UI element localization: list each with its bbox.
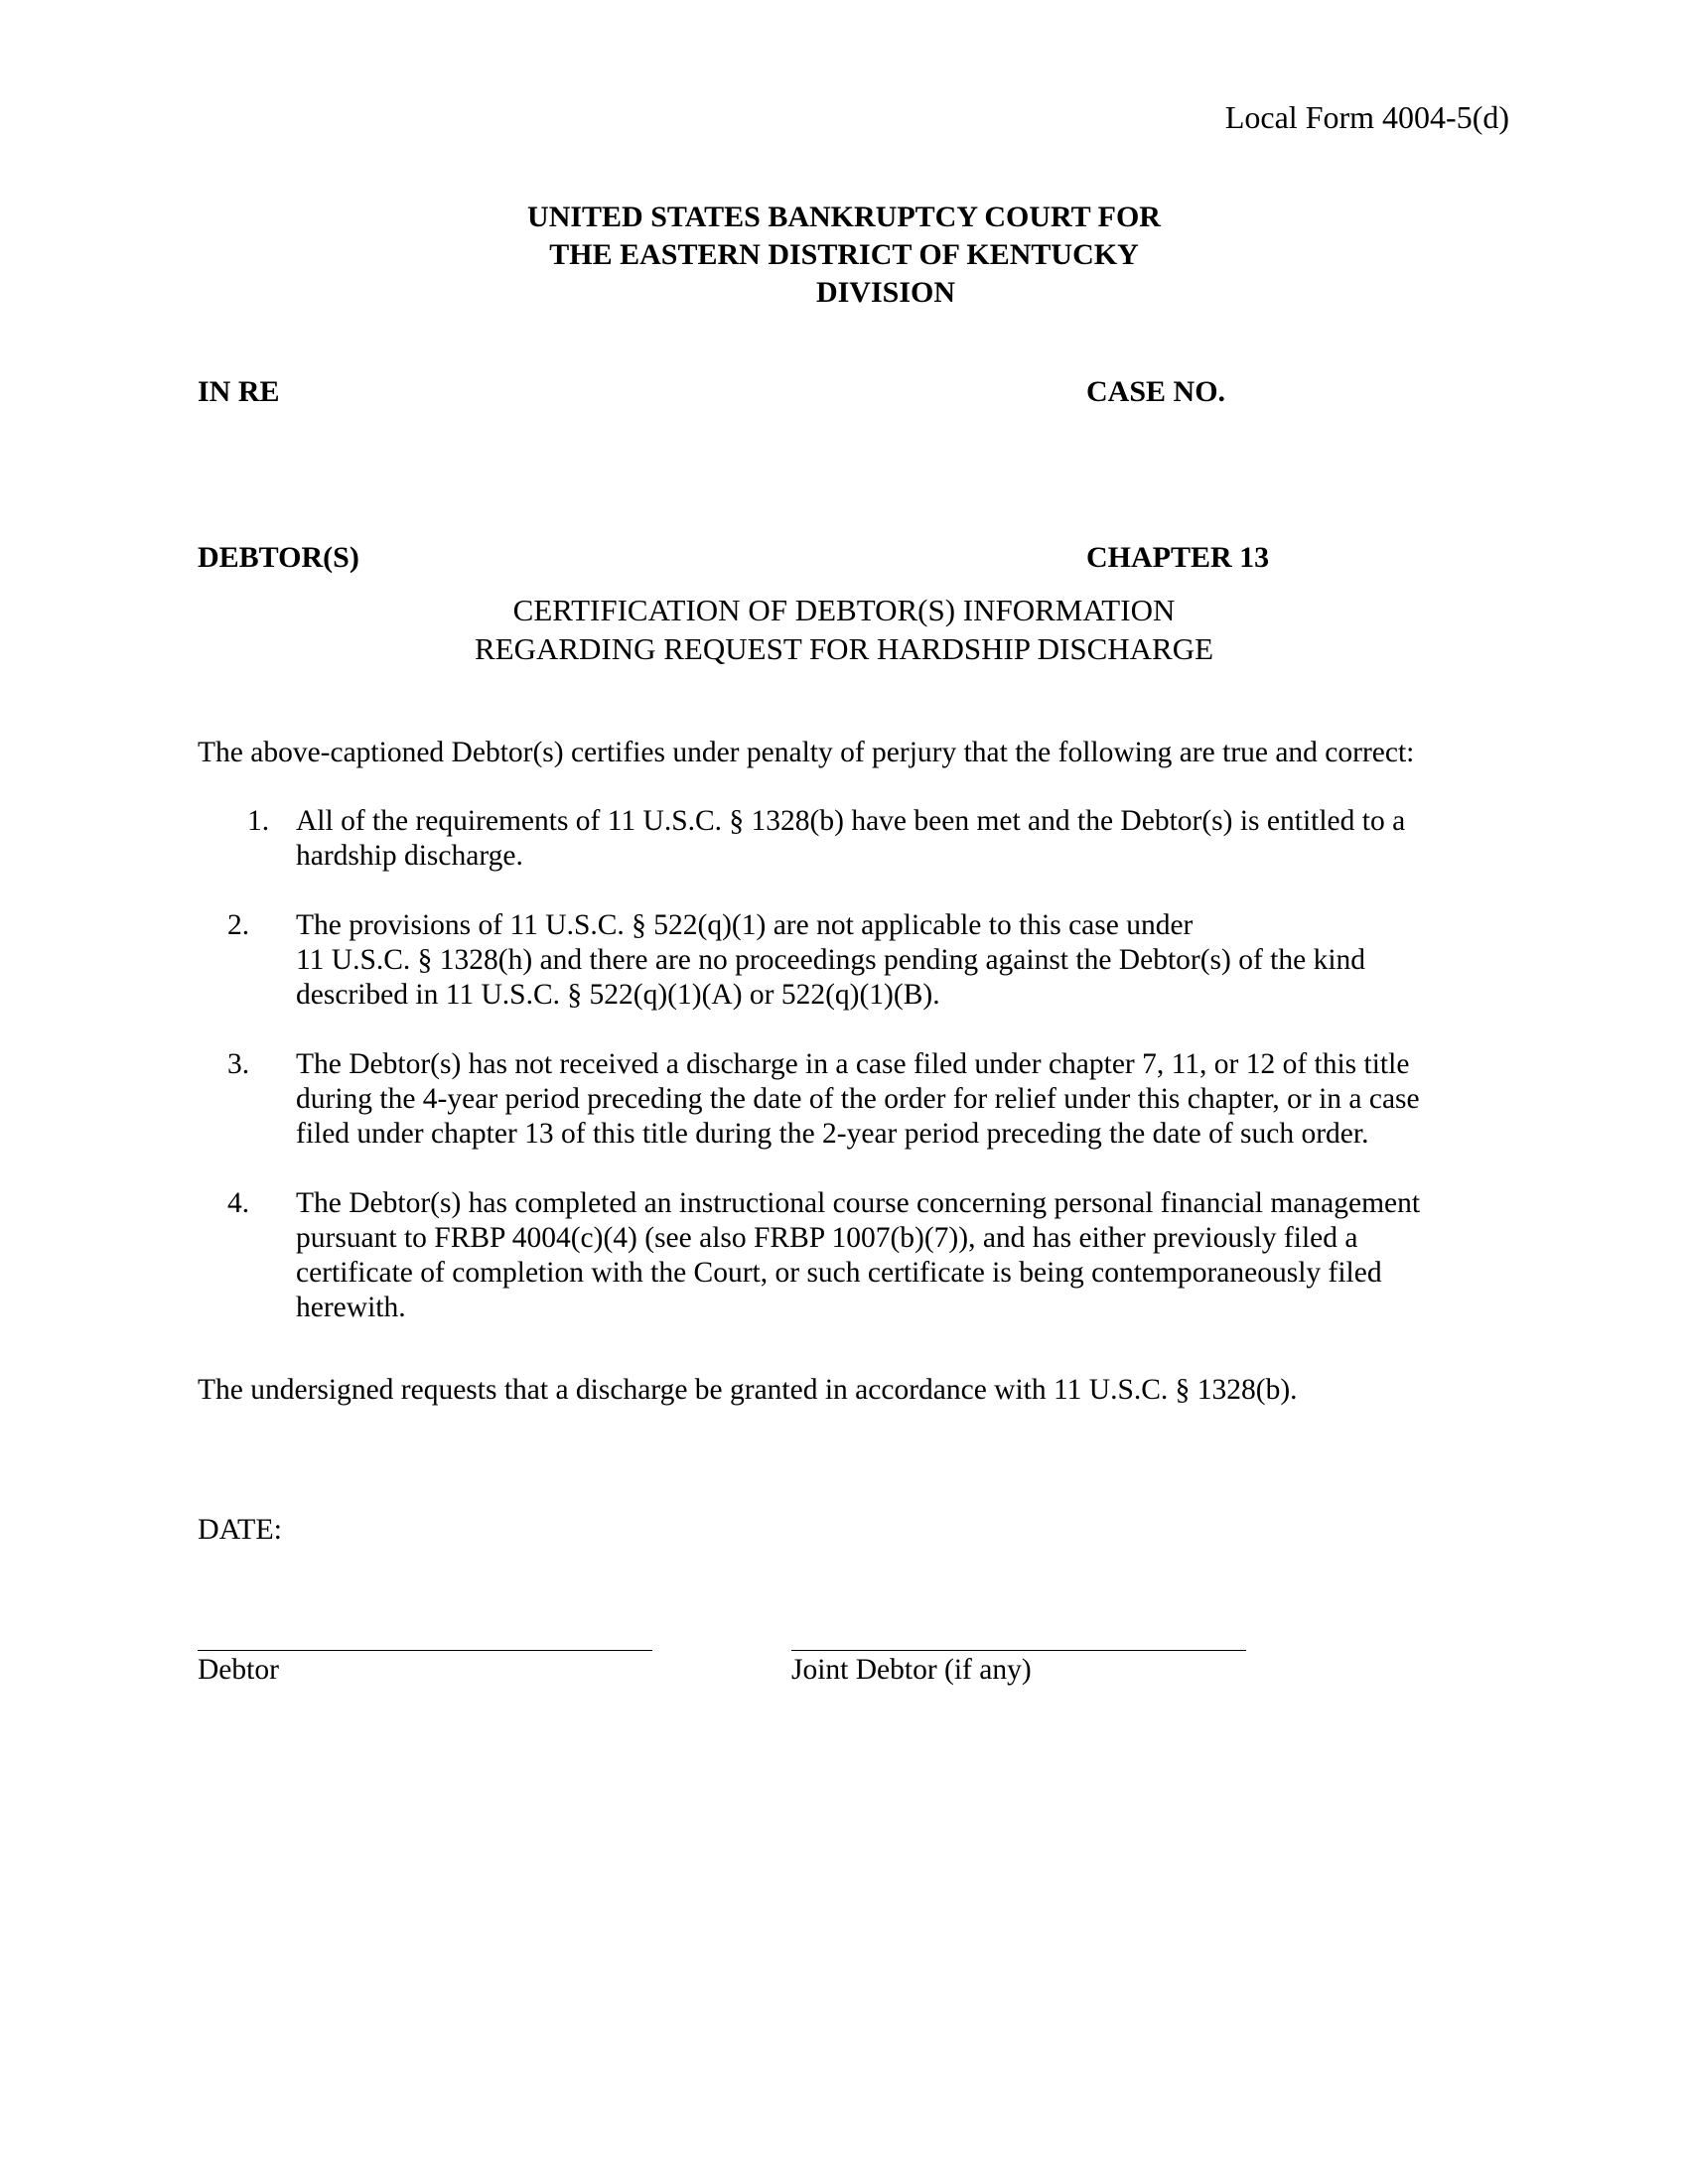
court-header: [0, 199, 1688, 312]
document-title-line-1: CERTIFICATION OF DEBTOR(S) INFORMATION: [512, 593, 1176, 627]
in-re-label: IN RE: [198, 375, 280, 408]
certification-item: [198, 908, 1508, 1013]
item-text-line: All of the requirements of 11 U.S.C. § 1328(b) have been met and the Debtor(s) is entitled to a: [296, 805, 1406, 837]
item-text: [296, 1186, 1508, 1325]
chapter-label: CHAPTER 13: [1086, 541, 1270, 574]
item-text-line: The Debtor(s) has completed an instructional course concerning personal financial management: [296, 1187, 1421, 1219]
item-text-line: herewith.: [296, 1292, 406, 1323]
document-title: [0, 591, 1688, 668]
certification-item: [198, 1186, 1508, 1325]
debtors-label: DEBTOR(S): [198, 541, 359, 574]
discharge-request-statement: The undersigned requests that a discharge be granted in accordance with 11 U.S.C. § 1328(b).: [198, 1374, 1298, 1406]
item-text: [296, 908, 1508, 1013]
item-text-line: certificate of completion with the Court, or such certificate is being contemporaneously filed: [296, 1257, 1382, 1289]
item-text: [296, 804, 1508, 874]
joint-debtor-signature-label: Joint Debtor (if any): [791, 1654, 1032, 1686]
item-number: 1.: [247, 805, 270, 837]
item-text-line: 11 U.S.C. § 1328(h) and there are no proceedings pending against the Debtor(s) of the kind: [296, 944, 1366, 976]
item-text-line: filed under chapter 13 of this title during the 2-year period preceding the date of such order.: [296, 1118, 1369, 1150]
court-division: DIVISION: [815, 276, 956, 309]
debtor-signature-label: Debtor: [198, 1654, 279, 1686]
item-text-line: pursuant to FRBP 4004(c)(4) (see also FRBP 1007(b)(7)), and has either previously filed a: [296, 1222, 1358, 1254]
item-text-line: The Debtor(s) has not received a discharge in a case filed under chapter 7, 11, or 12 of this title: [296, 1048, 1410, 1080]
case-number-label: CASE NO.: [1086, 375, 1226, 408]
item-text-line: described in 11 U.S.C. § 522(q)(1)(A) or 522(q)(1)(B).: [296, 979, 940, 1011]
certification-intro: The above-captioned Debtor(s) certifies under penalty of perjury that the following are true and correct:: [198, 737, 1415, 768]
form-number: Local Form 4004-5(d): [1224, 99, 1509, 135]
item-text-line: during the 4-year period preceding the date of the order for relief under this chapter, or in a case: [296, 1083, 1420, 1115]
document-title-line-2: REGARDING REQUEST FOR HARDSHIP DISCHARGE: [474, 631, 1214, 666]
certification-items: [198, 804, 1508, 1360]
item-text: [296, 1047, 1508, 1152]
court-name-line-1: UNITED STATES BANKRUPTCY COURT FOR: [527, 201, 1161, 233]
item-text-line: The provisions of 11 U.S.C. § 522(q)(1) are not applicable to this case under: [296, 909, 1194, 941]
joint-debtor-signature-line[interactable]: [791, 1650, 1246, 1651]
item-number: 2.: [227, 909, 250, 941]
item-number: 3.: [227, 1048, 250, 1080]
debtor-signature-line[interactable]: [198, 1650, 652, 1651]
certification-item: [198, 804, 1508, 874]
item-text-line: hardship discharge.: [296, 840, 523, 872]
court-name-line-2: THE EASTERN DISTRICT OF KENTUCKY: [549, 238, 1139, 271]
date-label: DATE:: [198, 1513, 282, 1546]
certification-item: [198, 1047, 1508, 1152]
item-number: 4.: [227, 1187, 250, 1219]
